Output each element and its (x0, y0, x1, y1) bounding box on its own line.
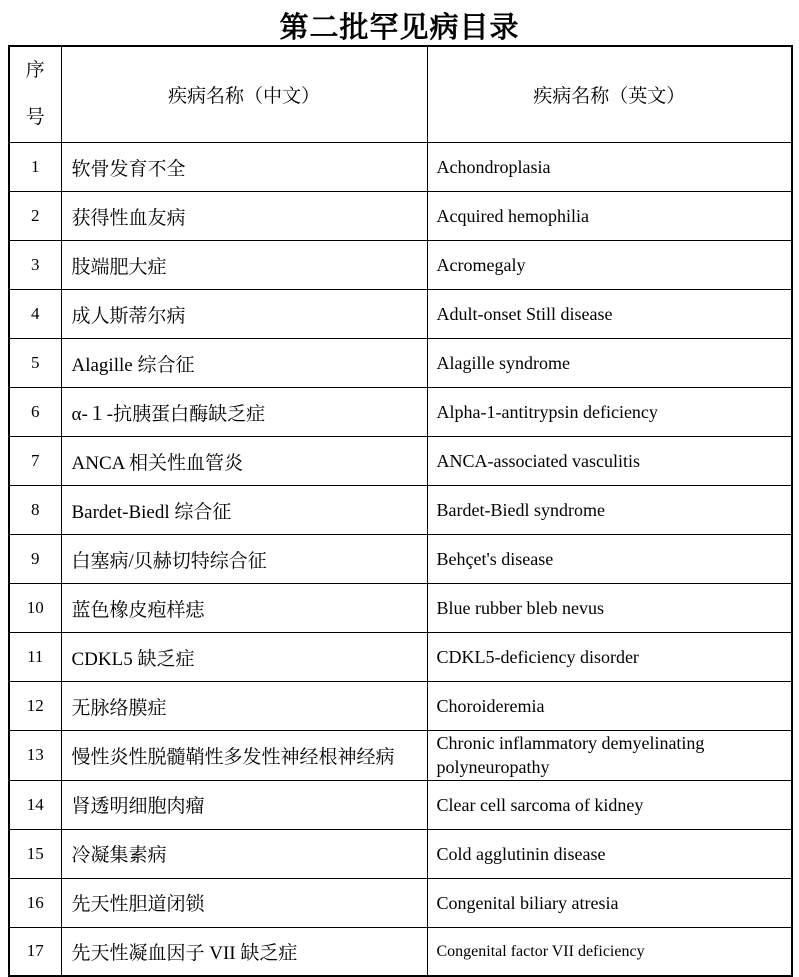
disease-name-english-cell: Clear cell sarcoma of kidney (427, 780, 792, 829)
disease-name-english-cell: Congenital biliary atresia (427, 878, 792, 927)
table-row (9, 633, 792, 682)
row-index-cell: 1 (9, 143, 61, 192)
disease-name-chinese-cell: CDKL5 缺乏症 (61, 633, 427, 682)
disease-name-chinese-cell: 肾透明细胞肉瘤 (61, 780, 427, 829)
table-row (9, 731, 792, 781)
disease-name-english-cell: Adult-onset Still disease (427, 290, 792, 339)
disease-name-chinese-cell: 先天性凝血因子 VII 缺乏症 (61, 927, 427, 976)
disease-name-english-cell: Blue rubber bleb nevus (427, 584, 792, 633)
table-row (9, 437, 792, 486)
table-row (9, 682, 792, 731)
disease-name-chinese-cell: 慢性炎性脱髓鞘性多发性神经根神经病 (61, 731, 427, 781)
table-row (9, 927, 792, 976)
rare-disease-table (8, 45, 793, 977)
table-row (9, 241, 792, 290)
disease-name-english-cell: CDKL5-deficiency disorder (427, 633, 792, 682)
disease-name-chinese-cell: 成人斯蒂尔病 (61, 290, 427, 339)
disease-name-chinese-cell: α-１-抗胰蛋白酶缺乏症 (61, 388, 427, 437)
table-row (9, 339, 792, 388)
disease-name-english-cell: Acquired hemophilia (427, 192, 792, 241)
disease-name-chinese-cell: 蓝色橡皮疱样痣 (61, 584, 427, 633)
disease-name-english-cell: Chronic inflammatory demyelinating polyneuropathy (427, 731, 792, 781)
table-row (9, 584, 792, 633)
disease-name-english-cell: Acromegaly (427, 241, 792, 290)
disease-name-chinese-cell: 先天性胆道闭锁 (61, 878, 427, 927)
disease-name-chinese-cell: ANCA 相关性血管炎 (61, 437, 427, 486)
disease-name-chinese-cell: 软骨发育不全 (61, 143, 427, 192)
row-index-cell: 8 (9, 486, 61, 535)
disease-name-english-cell: Achondroplasia (427, 143, 792, 192)
table-header (9, 46, 792, 143)
row-index-cell: 17 (9, 927, 61, 976)
table-row (9, 535, 792, 584)
row-index-cell: 12 (9, 682, 61, 731)
disease-name-english-cell: Behçet's disease (427, 535, 792, 584)
row-index-cell: 5 (9, 339, 61, 388)
disease-name-english-cell: Cold agglutinin disease (427, 829, 792, 878)
row-index-cell: 7 (9, 437, 61, 486)
table-row (9, 388, 792, 437)
table-row (9, 192, 792, 241)
header-row (9, 46, 792, 143)
row-index-cell: 6 (9, 388, 61, 437)
disease-name-english-cell: ANCA-associated vasculitis (427, 437, 792, 486)
disease-name-english-cell: Congenital factor VII deficiency (427, 927, 792, 976)
disease-name-english-cell: Choroideremia (427, 682, 792, 731)
table-row (9, 780, 792, 829)
table-row (9, 486, 792, 535)
column-header-chinese: 疾病名称（中文） (61, 46, 427, 143)
table-row (9, 829, 792, 878)
row-index-cell: 4 (9, 290, 61, 339)
disease-name-chinese-cell: Alagille 综合征 (61, 339, 427, 388)
disease-name-chinese-cell: Bardet-Biedl 综合征 (61, 486, 427, 535)
disease-name-english-cell: Alpha-1-antitrypsin deficiency (427, 388, 792, 437)
disease-name-chinese-cell: 肢端肥大症 (61, 241, 427, 290)
row-index-cell: 11 (9, 633, 61, 682)
disease-name-english-cell: Bardet-Biedl syndrome (427, 486, 792, 535)
column-header-english: 疾病名称（英文） (427, 46, 792, 143)
row-index-cell: 3 (9, 241, 61, 290)
row-index-cell: 15 (9, 829, 61, 878)
disease-name-chinese-cell: 无脉络膜症 (61, 682, 427, 731)
table-body (9, 143, 792, 977)
row-index-cell: 13 (9, 731, 61, 781)
disease-name-chinese-cell: 白塞病/贝赫切特综合征 (61, 535, 427, 584)
table-row (9, 878, 792, 927)
disease-name-chinese-cell: 冷凝集素病 (61, 829, 427, 878)
page-title: 第二批罕见病目录 (279, 12, 520, 44)
row-index-cell: 9 (9, 535, 61, 584)
table-row (9, 290, 792, 339)
row-index-cell: 10 (9, 584, 61, 633)
column-header-index-label: 序号 (25, 60, 45, 128)
row-index-cell: 14 (9, 780, 61, 829)
row-index-cell: 16 (9, 878, 61, 927)
table-row (9, 143, 792, 192)
disease-name-english-cell: Alagille syndrome (427, 339, 792, 388)
column-header-index (9, 46, 61, 143)
disease-name-chinese-cell: 获得性血友病 (61, 192, 427, 241)
row-index-cell: 2 (9, 192, 61, 241)
